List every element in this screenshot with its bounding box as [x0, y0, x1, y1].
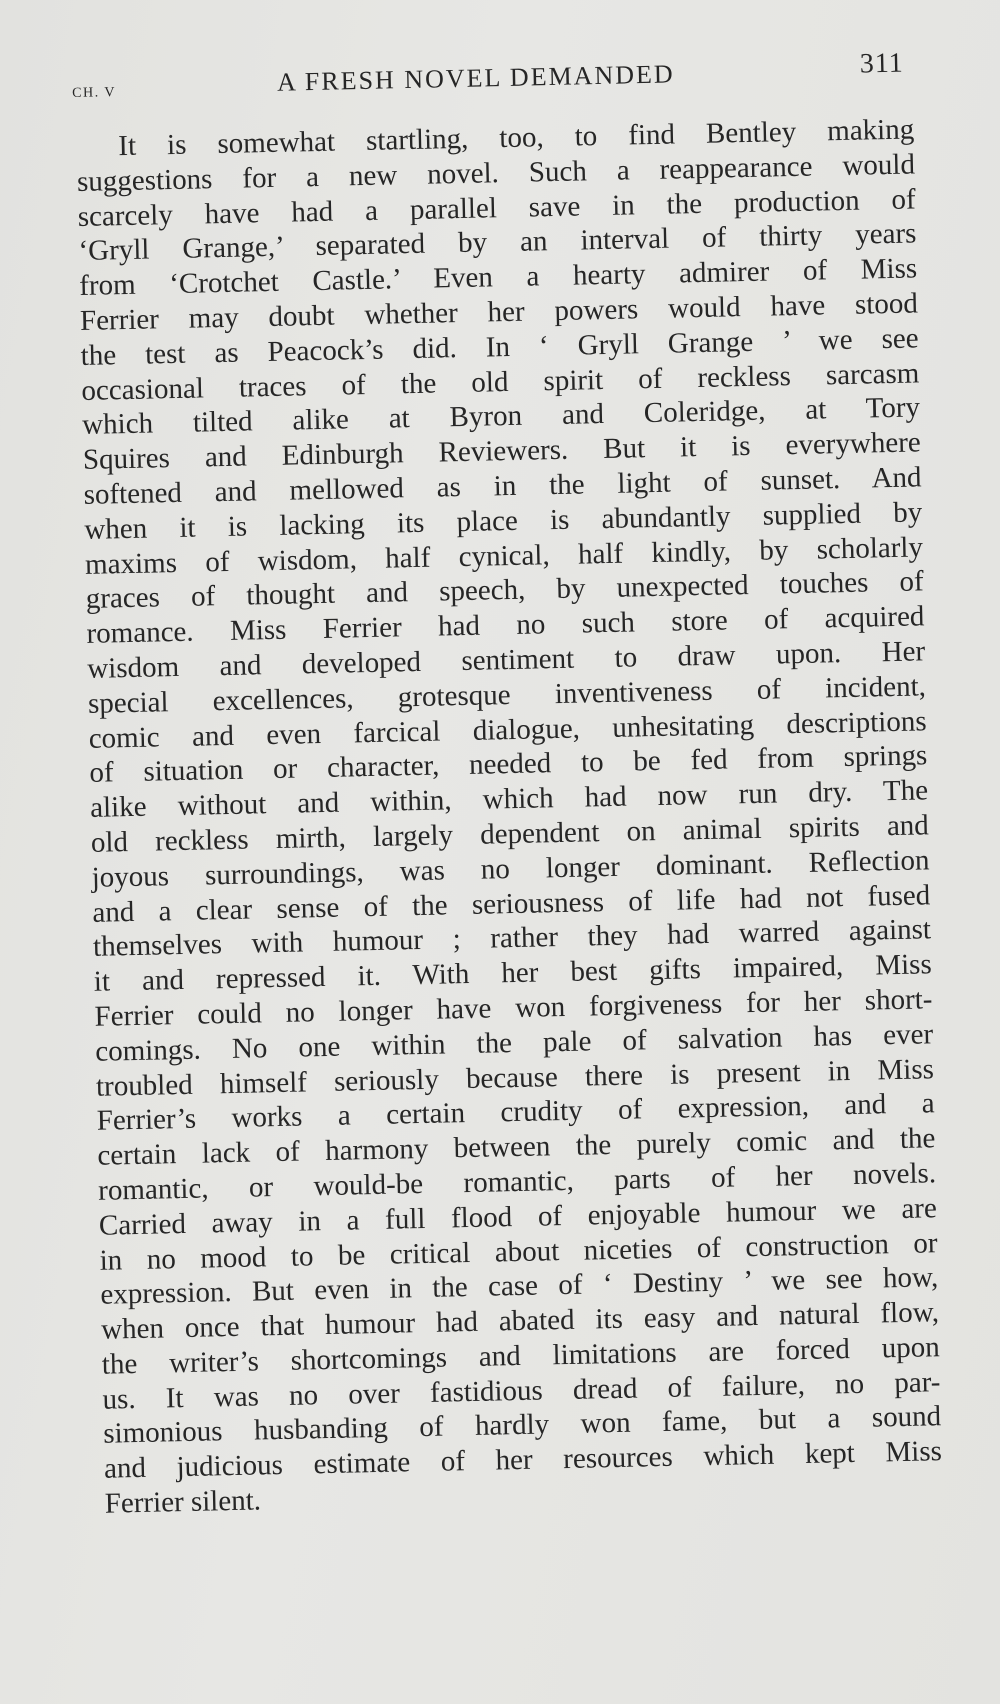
text-line: graces of thought and speech, by unexpected touches of — [85, 565, 924, 616]
text-line: which tilted alike at Byron and Coleridge, at Tory — [81, 391, 921, 442]
text-line: Ferrier may doubt whether her powers would have stood — [79, 287, 919, 337]
text-line: softened and mellowed as in the light of sunset. And — [83, 461, 922, 511]
text-line: romantic, or would-be romantic, parts of her novels. — [97, 1157, 937, 1207]
text-line: in no mood to be critical about niceties of construction or — [99, 1226, 938, 1277]
text-line: themselves with humour ; rather they had warred against — [92, 913, 932, 964]
text-line: joyous surroundings, was no longer dominant. Reflection — [91, 844, 930, 894]
text-line: alike without and within, which had now run dry. The — [89, 774, 929, 824]
text-line: Squires and Edinburgh Reviewers. But it is everywhere — [82, 426, 922, 477]
text-line: special excellences, grotesque inventiveness of incident, — [87, 670, 927, 720]
text-line: wisdom and developed sentiment to draw upon. Her — [86, 635, 926, 685]
text-line: maxims of wisdom, half cynical, half kindly, by scholarly — [84, 530, 924, 581]
text-line: troubled himself seriously because there is present in Miss — [95, 1052, 935, 1103]
text-line: certain lack of harmony between the purely comic and the — [97, 1122, 936, 1172]
chapter-label: CH. V — [72, 85, 117, 101]
text-line: when once that humour had abated its easy and natural flow, — [100, 1296, 940, 1346]
text-line: it and repressed it. With her best gifts impaired, Miss — [93, 948, 932, 998]
text-line: the test as Peacock’s did. In ‘ Gryll Grange ’ we see — [80, 322, 919, 372]
text-line: suggestions for a new novel. Such a reappearance would — [76, 148, 916, 198]
text-line: Carried away in a full flood of enjoyable humour we are — [98, 1191, 938, 1242]
page-number: 311 — [859, 47, 905, 80]
body-paragraph — [76, 112, 943, 1521]
text-line: simonious husbanding of hardly won fame, but a sound — [102, 1400, 942, 1451]
text-line: old reckless mirth, largely dependent on animal spirits and — [90, 809, 930, 859]
text-line: scarcely have had a parallel save in the production of — [77, 183, 916, 233]
text-line: Ferrier’s works a certain crudity of expression, and a — [96, 1087, 935, 1138]
text-line: us. It was no over fastidious dread of failure, no par- — [102, 1365, 941, 1416]
text-line: It is somewhat startling, too, to find Bentley making — [118, 113, 915, 163]
text-line: from ‘Crotchet Castle.’ Even a hearty admirer of Miss — [78, 252, 918, 303]
text-line: the writer’s shortcomings and limitations are forced upon — [101, 1331, 941, 1381]
running-title: A FRESH NOVEL DEMANDED — [276, 59, 675, 97]
text-line: Ferrier could no longer have won forgiveness for her short- — [94, 983, 933, 1033]
text-line: and judicious estimate of her resources which kept Miss — [103, 1435, 943, 1485]
text-line: comic and even farcical dialogue, unhesitating descriptions — [88, 704, 927, 755]
text-line: when it is lacking its place is abundantly supplied by — [84, 496, 923, 546]
text-line: and a clear sense of the seriousness of life had not fused — [92, 878, 931, 929]
text-line: of situation or character, needed to be fed from springs — [89, 739, 928, 790]
text-line: romance. Miss Ferrier had no such store of acquired — [86, 600, 925, 651]
text-line: occasional traces of the old spirit of reckless sarcasm — [81, 356, 920, 407]
text-line: Ferrier silent. — [104, 1484, 262, 1520]
text-line: expression. But even in the case of ‘ Destiny ’ we see how, — [100, 1261, 939, 1312]
text-line: comings. No one within the pale of salvation has ever — [94, 1017, 934, 1068]
running-header — [71, 38, 910, 110]
text-line: ‘Gryll Grange,’ separated by an interval of thirty years — [78, 217, 917, 268]
